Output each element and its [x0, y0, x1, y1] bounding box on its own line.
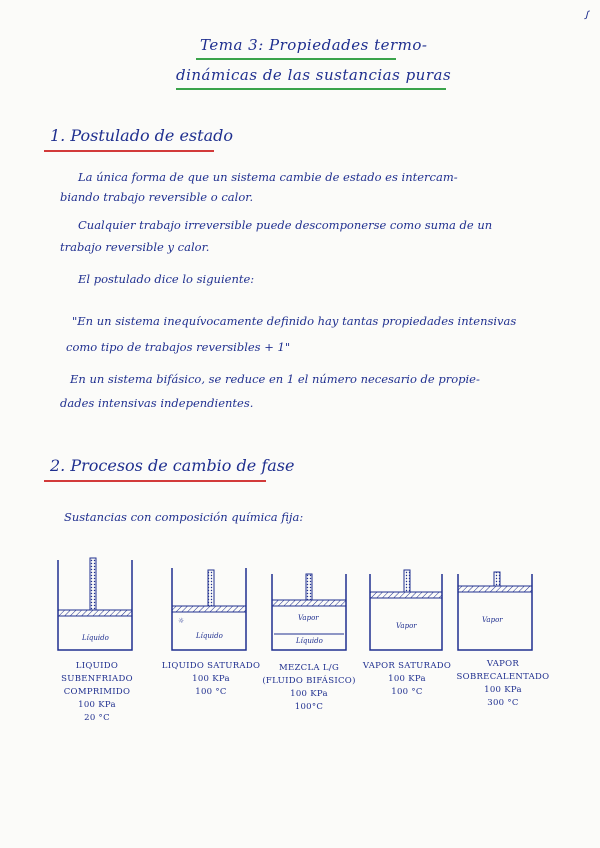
caption-line: LIQUIDO SUBENFRIADO [61, 661, 133, 684]
caption-line: 100 °C [195, 687, 227, 697]
page-title-line-2: dinámicas de las sustancias puras [176, 66, 452, 84]
corner-mark: ꭍ [584, 9, 588, 22]
section-1-p4-line1: En un sistema bifásico, se reduce en 1 el número necesario de propie- [70, 372, 480, 386]
state-caption-5 [448, 658, 558, 710]
caption-line: VAPOR [486, 659, 520, 669]
state-caption-2 [156, 660, 266, 699]
caption-line: 100 KPa [484, 685, 522, 695]
cylinder-5 [458, 572, 532, 650]
cyl2-inner-label: Líquido [196, 632, 223, 640]
section-1-underline [44, 150, 214, 152]
caption-line: 100 KPa [388, 674, 426, 684]
section-2-underline [44, 480, 266, 482]
caption-line: 300 °C [487, 698, 519, 708]
cyl4-inner-label: Vapor [396, 622, 417, 630]
caption-line: (FLUIDO BIFÁSICO) [262, 676, 356, 686]
caption-line: MEZCLA L/G [278, 663, 340, 673]
caption-line: 100 °C [391, 687, 423, 697]
cylinder-4 [370, 570, 442, 650]
cyl3-inner-label-vapor: Vapor [298, 614, 319, 622]
caption-line: 100 KPa [192, 674, 230, 684]
section-2-heading: 2. Procesos de cambio de fase [50, 456, 295, 475]
caption-line: SOBRECALENTADO [456, 672, 550, 682]
caption-line: VAPOR SATURADO [362, 661, 452, 671]
section-1-p1-line1: La única forma de que un sistema cambie de estado es intercam- [78, 170, 458, 184]
section-1-p4-line2: dades intensivas independientes. [60, 396, 254, 410]
caption-line: COMPRIMIDO [63, 687, 131, 697]
section-1-p1-line2: biando trabajo reversible o calor. [60, 190, 254, 204]
cyl3-inner-label-liquid: Líquido [296, 637, 323, 645]
section-1-quote-line2: como tipo de trabajos reversibles + 1" [66, 340, 291, 354]
caption-line: 100°C [294, 702, 324, 712]
caption-line: 100 KPa [78, 700, 116, 710]
state-caption-1 [42, 660, 152, 725]
caption-line: 100 KPa [290, 689, 328, 699]
section-1-quote-line1: "En un sistema inequívocamente definido hay tantas propiedades intensivas [72, 314, 517, 328]
section-1-p2-line2: trabajo reversible y calor. [60, 240, 210, 254]
section-1-p2-line1: Cualquier trabajo irreversible puede descomponerse como suma de un [78, 218, 493, 232]
title-underline-2 [176, 88, 446, 90]
cyl5-inner-label: Vapor [482, 616, 503, 624]
state-caption-3 [254, 662, 364, 714]
caption-line: LIQUIDO SATURADO [161, 661, 261, 671]
caption-line: 20 °C [84, 713, 110, 723]
cyl1-inner-label: Líquido [82, 634, 109, 642]
state-caption-4 [352, 660, 462, 699]
section-2-intro: Sustancias con composición química fija: [64, 510, 304, 524]
svg-text:☼: ☼ [178, 617, 185, 625]
section-1-p3: El postulado dice lo siguiente: [78, 272, 255, 286]
page-title-line-1: Tema 3: Propiedades termo- [200, 36, 428, 54]
section-1-heading: 1. Postulado de estado [50, 126, 233, 145]
title-underline-1 [196, 58, 396, 60]
